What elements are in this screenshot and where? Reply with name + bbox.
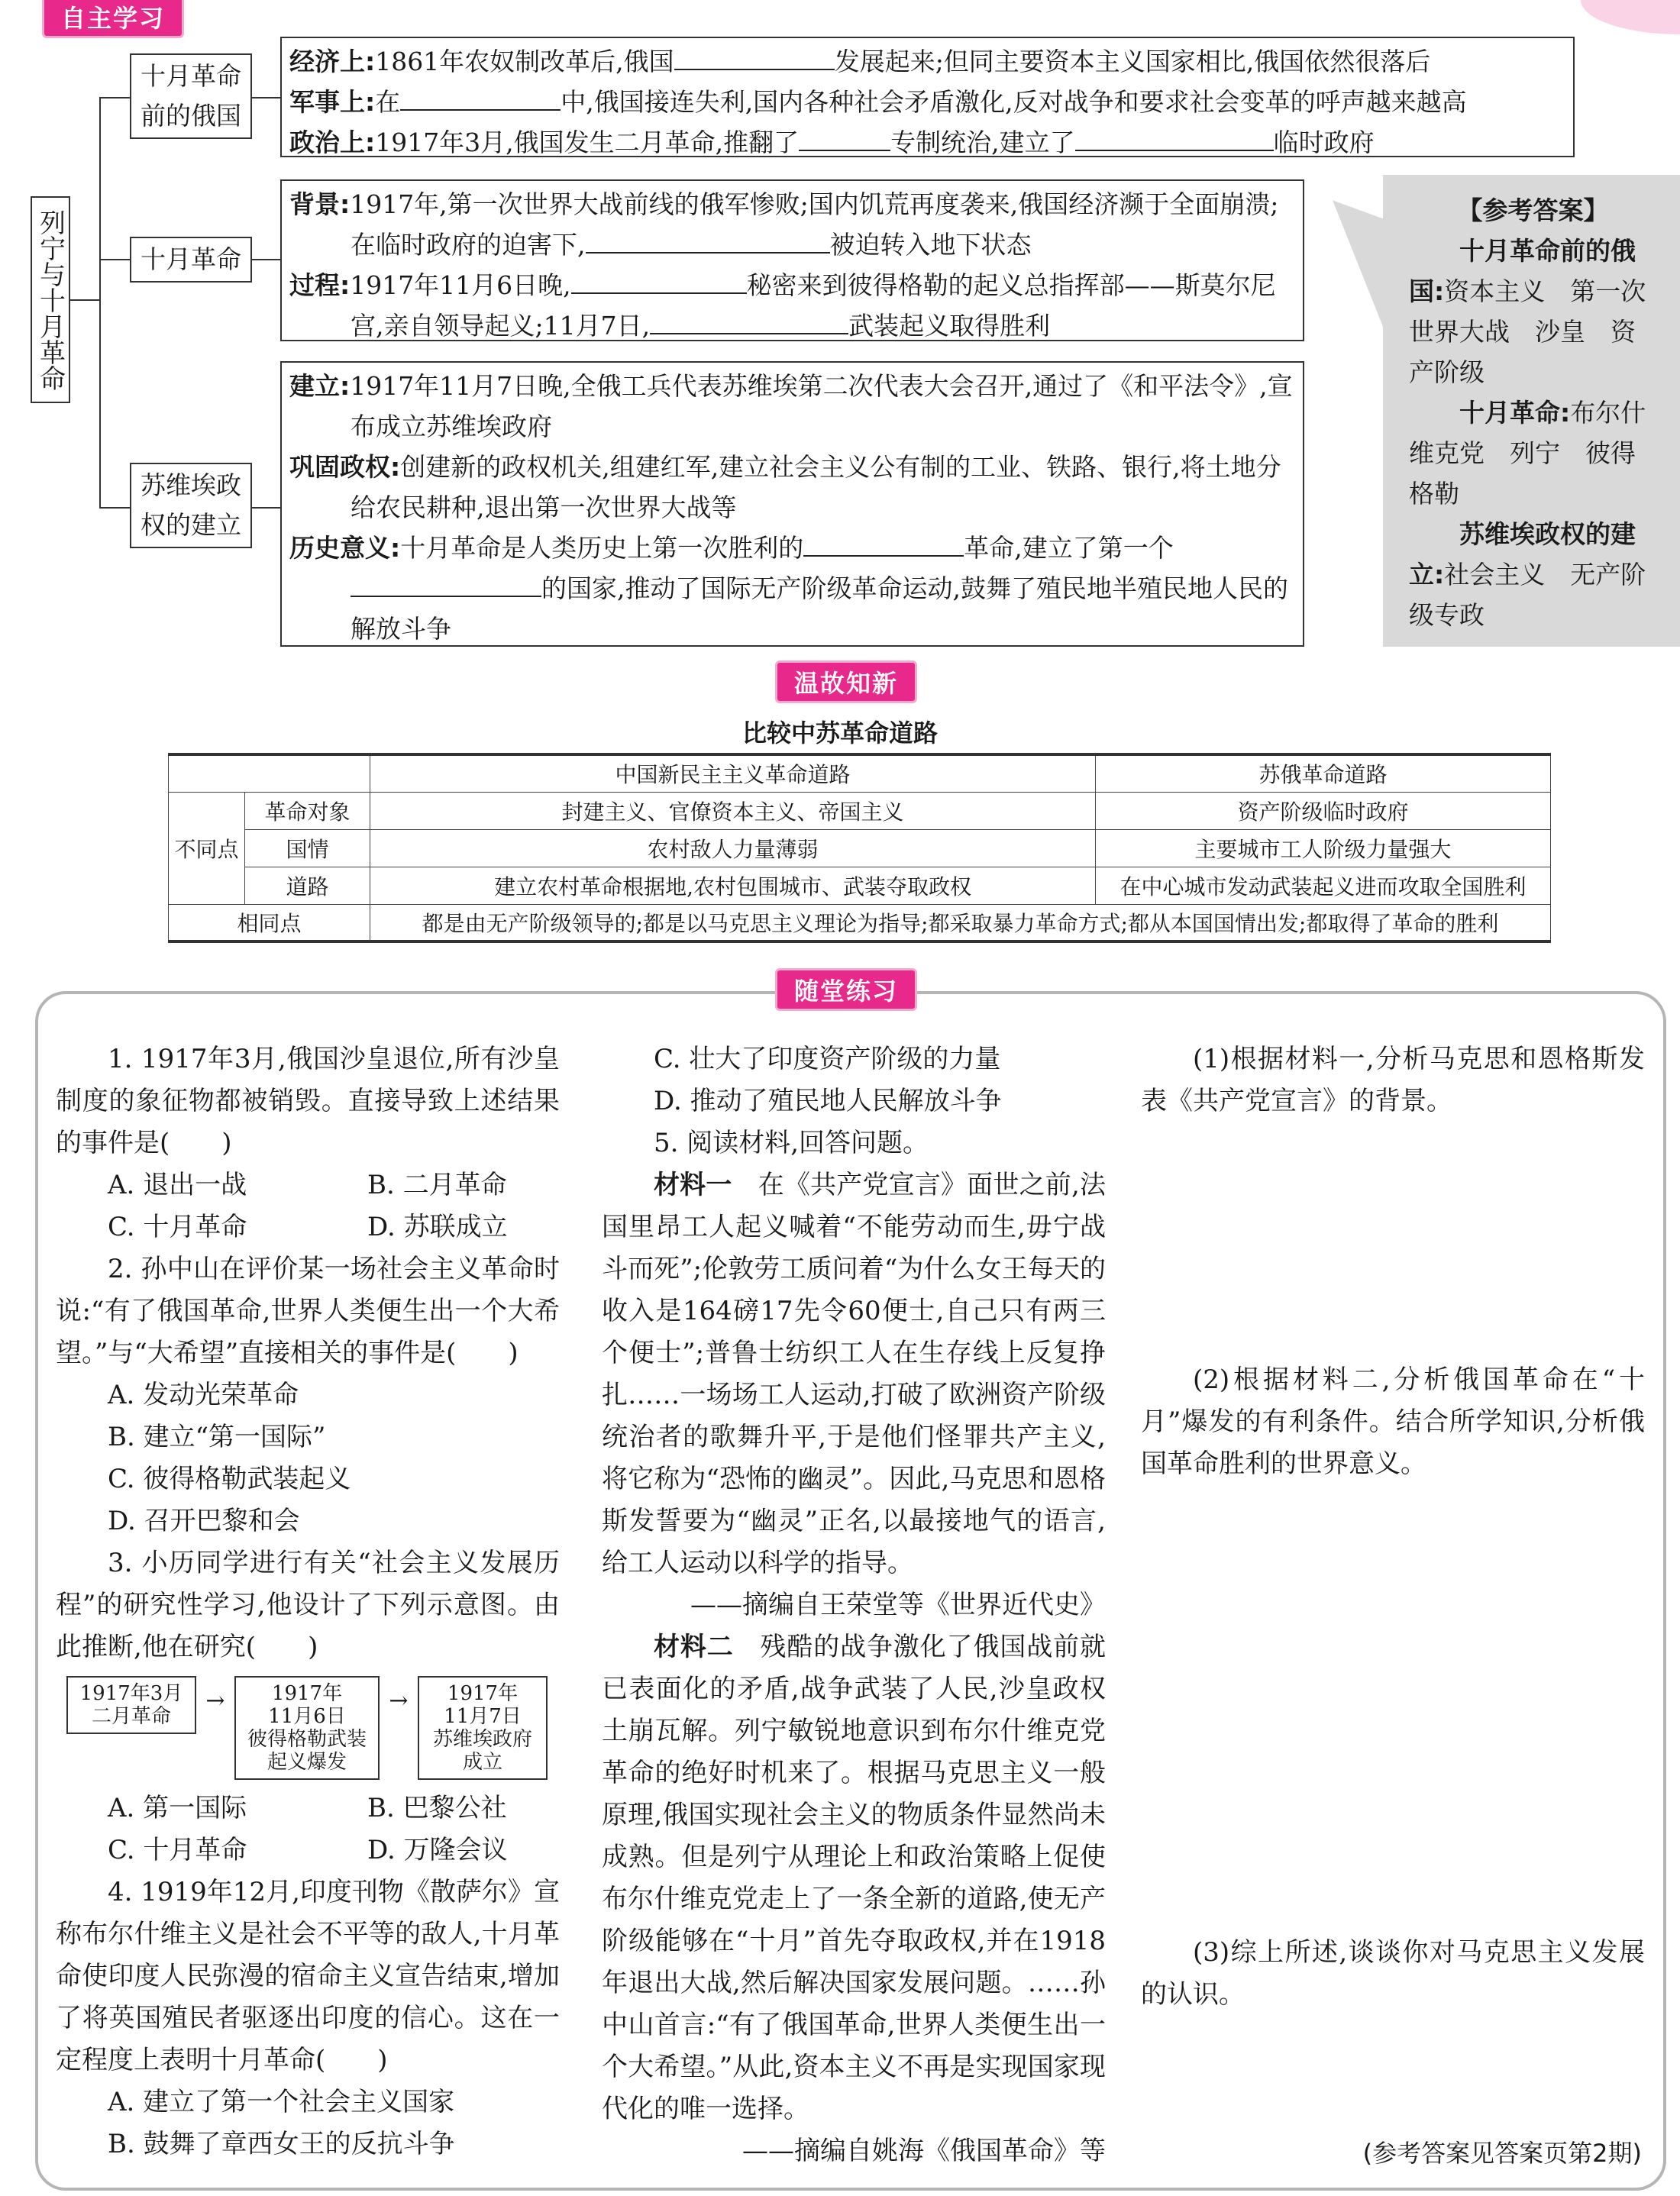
flow-text: 彼得格勒武装 bbox=[247, 1728, 367, 1751]
item-text: 被迫转入地下状态 bbox=[829, 230, 1032, 260]
group-label: 不同点 bbox=[169, 792, 245, 904]
material-text: 在《共产党宣言》面世之前,法国里昂工人起义喊着“不能劳动而生,毋宁战斗而死”;伦敦劳工质问着“为什么女王每天的收入是164磅17先令60便士,自己只有两三个便士”;普鲁士纺织工人在生存线上反复挣扎……一场场工人运动,打破了欧洲资产阶级统治者的歌舞升平,于是他们怪罪共产主义,将它称为“恐怖的幽灵”。因此,马克思和恩格斯发誓要为“幽灵”正名,以最接地气的语言,给工人运动以科学的指导。 bbox=[602, 1170, 1106, 1578]
option[interactable]: C. 十月革命 bbox=[108, 1835, 247, 1865]
answer-box bbox=[1383, 175, 1680, 647]
table-row bbox=[169, 867, 1551, 904]
footer-note: (参考答案见答案页第2期) bbox=[1362, 2139, 1642, 2168]
connector bbox=[99, 259, 130, 260]
banner-self-study: 自主学习 bbox=[42, 0, 184, 38]
option[interactable]: B. 建立“第一国际” bbox=[108, 1422, 326, 1452]
table-row bbox=[169, 792, 1551, 829]
item-key: 背景: bbox=[289, 189, 351, 219]
option[interactable]: A. 退出一战 bbox=[108, 1170, 247, 1200]
item-text: 1917年,第一次世界大战前线的俄军惨败;国内饥荒再度袭来,俄国经济濒于全面崩溃;在临时政府的迫害下, bbox=[350, 189, 1279, 260]
cell-russia: 主要城市工人阶级力量强大 bbox=[1096, 829, 1551, 867]
material-text: 残酷的战争激化了俄国战前就已表面化的矛盾,战争武装了人民,沙皇政权土崩瓦解。列宁敏锐地意识到布尔什维克党革命的绝好时机来了。根据马克思主义一般原理,俄国实现社会主义的物质条件显然尚未成熟。但是列宁从理论上和政治策略上促使布尔什维克党走上了一条全新的道路,使无产阶级能够在“十月”首先夺取政权,并在1918年退出大战,然后解决国家发展问题。……孙中山首言:“有了俄国革命,世界人类便生出一个大希望。”从此,资本主义不再是实现国家现代化的唯一选择。 bbox=[602, 1632, 1106, 2124]
option[interactable]: C. 十月革命 bbox=[108, 1212, 247, 1242]
options-row bbox=[56, 1206, 560, 1248]
material-source: ——摘编自姚海《俄国革命》等 bbox=[742, 2136, 1106, 2166]
mindmap-root: 列宁与十月革命 bbox=[31, 196, 70, 403]
material-1 bbox=[602, 1164, 1106, 1584]
option[interactable]: B. 二月革命 bbox=[367, 1170, 507, 1200]
material-label: 材料二 bbox=[654, 1632, 734, 1662]
option[interactable]: D. 苏联成立 bbox=[367, 1212, 508, 1242]
connector bbox=[252, 507, 280, 509]
answer-text: 资本主义 第一次世界大战 沙皇 资产阶级 bbox=[1409, 276, 1646, 387]
fill-blank[interactable] bbox=[586, 231, 830, 254]
table-title: 比较中苏革命道路 bbox=[741, 719, 938, 748]
flow-text: 1917年3月 bbox=[79, 1682, 183, 1705]
option[interactable]: B. 巴黎公社 bbox=[367, 1793, 507, 1823]
item-text: 1917年3月,俄国发生二月革命,推翻了 bbox=[375, 128, 800, 157]
fill-blank[interactable] bbox=[571, 271, 747, 294]
flow-text: 1917年 bbox=[271, 1682, 343, 1705]
banner-practice: 随堂练习 bbox=[775, 968, 917, 1011]
header-china: 中国新民主主义革命道路 bbox=[370, 754, 1096, 792]
item-text: 的国家,推动了国际无产阶级革命运动,鼓舞了殖民地半殖民地人民的解放斗争 bbox=[351, 573, 1288, 644]
flow-text: 起义爆发 bbox=[267, 1751, 347, 1774]
fill-blank[interactable] bbox=[1075, 128, 1274, 151]
flow-text: 1917年 bbox=[447, 1682, 519, 1705]
flow-text: 成立 bbox=[462, 1751, 502, 1774]
sub-question: (2)根据材料二,分析俄国革命在“十月”爆发的有利条件。结合所学知识,分析俄国革命胜利的世界意义。 bbox=[1141, 1364, 1645, 1479]
item-key: 历史意义: bbox=[289, 533, 401, 563]
item-text: 1917年11月7日晚,全俄工兵代表苏维埃第二次代表大会召开,通过了《和平法令》,宣布成立苏维埃政府 bbox=[350, 371, 1293, 441]
table-row bbox=[169, 904, 1551, 941]
column-1 bbox=[56, 1038, 560, 2165]
column-2 bbox=[602, 1038, 1106, 2172]
decorative-circle bbox=[1581, 0, 1680, 34]
section-content-soviet bbox=[280, 361, 1304, 647]
connector bbox=[99, 97, 101, 507]
arrow-right-icon: → bbox=[389, 1687, 409, 1714]
table-corner bbox=[169, 754, 370, 792]
row-label: 革命对象 bbox=[245, 792, 370, 829]
material-source: ——摘编自王荣堂等《世界近代史》 bbox=[690, 1590, 1106, 1620]
options-row bbox=[56, 1829, 560, 1871]
question-1: 1. 1917年3月,俄国沙皇退位,所有沙皇制度的象征物都被销毁。直接导致上述结果的事件是( ) bbox=[56, 1044, 560, 1158]
sub-question: (3)综上所述,谈谈你对马克思主义发展的认识。 bbox=[1141, 1937, 1645, 2010]
question-3: 3. 小历同学进行有关“社会主义发展历程”的研究性学习,他设计了下列示意图。由此推断,他在研究( ) bbox=[56, 1548, 560, 1662]
option[interactable]: D. 万隆会议 bbox=[367, 1835, 508, 1865]
item-text: 临时政府 bbox=[1273, 128, 1375, 157]
flow-text: 11月7日 bbox=[444, 1705, 522, 1728]
option[interactable]: D. 召开巴黎和会 bbox=[108, 1506, 300, 1536]
fill-blank[interactable] bbox=[400, 88, 561, 111]
option[interactable]: D. 推动了殖民地人民解放斗争 bbox=[654, 1086, 1002, 1116]
connector bbox=[70, 299, 101, 301]
item-key: 建立: bbox=[289, 371, 351, 401]
item-text: 1861年农奴制改革后,俄国 bbox=[375, 47, 674, 76]
item-text: 十月革命是人类历史上第一次胜利的 bbox=[400, 533, 804, 563]
material-2 bbox=[602, 1626, 1106, 2130]
question-4: 4. 1919年12月,印度刊物《散萨尔》宣称布尔什维主义是社会不平等的敌人,十月革命使印度人民弥漫的宿命主义宣告结束,增加了将英国殖民者驱逐出印度的信心。这在一定程度上表明十月革命( ) bbox=[56, 1877, 560, 2075]
item-key: 政治上: bbox=[289, 128, 376, 157]
answer-text: 布尔什维克党 列宁 彼得格勒 bbox=[1409, 398, 1646, 509]
flow-text: 11月6日 bbox=[268, 1705, 346, 1728]
item-text: 中,俄国接连失利,国内各种社会矛盾激化,反对战争和要求社会变革的呼声越来越高 bbox=[561, 87, 1467, 117]
flow-step bbox=[234, 1676, 380, 1780]
item-text: 革命,建立了第一个 bbox=[964, 533, 1174, 563]
row-label: 道路 bbox=[245, 867, 370, 904]
speech-pointer bbox=[1333, 200, 1386, 334]
option[interactable]: B. 鼓舞了章西女王的反抗斗争 bbox=[108, 2129, 455, 2159]
section-label-soviet: 苏维埃政权的建立 bbox=[130, 463, 252, 548]
item-key: 军事上: bbox=[289, 87, 376, 117]
arrow-right-icon: → bbox=[205, 1687, 225, 1714]
item-text: 创建新的政权机关,组建红军,建立社会主义公有制的工业、铁路、银行,将土地分给农民耕种,退出第一次世界大战等 bbox=[351, 452, 1281, 522]
item-key: 经济上: bbox=[289, 47, 376, 76]
answer-text: 社会主义 无产阶级专政 bbox=[1409, 560, 1646, 630]
section-content-before bbox=[280, 37, 1575, 157]
options-row bbox=[56, 1164, 560, 1206]
same-cell: 都是由无产阶级领导的;都是以马克思主义理论为指导;都采取暴力革命方式;都从本国国情出发;都取得了革命的胜利 bbox=[370, 904, 1551, 941]
banner-review: 温故知新 bbox=[775, 660, 917, 703]
header-russia: 苏俄革命道路 bbox=[1096, 754, 1551, 792]
answer-key: 苏维埃政权的建立: bbox=[1409, 519, 1636, 589]
option[interactable]: C. 壮大了印度资产阶级的力量 bbox=[654, 1044, 1001, 1074]
connector bbox=[252, 97, 280, 98]
section-label-before: 十月革命前的俄国 bbox=[130, 53, 252, 139]
option[interactable]: A. 建立了第一个社会主义国家 bbox=[108, 2087, 455, 2117]
fill-blank[interactable] bbox=[799, 128, 890, 151]
column-3 bbox=[1141, 1038, 1645, 2016]
flow-step bbox=[418, 1676, 548, 1780]
material-label: 材料一 bbox=[654, 1170, 732, 1200]
options-row bbox=[56, 1787, 560, 1829]
answer-key: 十月革命前的俄国: bbox=[1409, 236, 1636, 306]
item-text: 秘密来到彼得格勒的起义总指挥部——斯莫尔尼宫,亲自领导起义;11月7日, bbox=[351, 270, 1276, 341]
answer-key: 十月革命: bbox=[1459, 398, 1571, 428]
table-row bbox=[169, 829, 1551, 867]
fill-blank[interactable] bbox=[674, 47, 835, 70]
option[interactable]: A. 第一国际 bbox=[108, 1793, 247, 1823]
cell-china: 建立农村革命根据地,农村包围城市、武装夺取政权 bbox=[370, 867, 1096, 904]
section-content-october bbox=[280, 179, 1304, 341]
flow-text: 苏维埃政府 bbox=[432, 1728, 532, 1751]
option[interactable]: A. 发动光荣革命 bbox=[108, 1380, 299, 1410]
table-header-row bbox=[169, 754, 1551, 792]
comparison-table bbox=[168, 753, 1551, 943]
flow-text: 二月革命 bbox=[91, 1705, 171, 1728]
item-text: 在 bbox=[375, 87, 401, 117]
flow-step bbox=[66, 1676, 196, 1734]
cell-china: 农村敌人力量薄弱 bbox=[370, 829, 1096, 867]
item-text: 发展起来;但同主要资本主义国家相比,俄国依然很落后 bbox=[834, 47, 1431, 76]
fill-blank[interactable] bbox=[650, 312, 848, 334]
flow-diagram bbox=[66, 1676, 560, 1780]
connector bbox=[252, 259, 280, 260]
item-text: 1917年11月6日晚, bbox=[350, 270, 571, 300]
same-label: 相同点 bbox=[169, 904, 370, 941]
row-label: 国情 bbox=[245, 829, 370, 867]
connector bbox=[99, 507, 130, 509]
item-key: 巩固政权: bbox=[289, 452, 401, 482]
question-5: 5. 阅读材料,回答问题。 bbox=[654, 1128, 929, 1158]
item-text: 专制统治,建立了 bbox=[890, 128, 1075, 157]
item-key: 过程: bbox=[289, 270, 351, 300]
cell-russia: 资产阶级临时政府 bbox=[1096, 792, 1551, 829]
cell-china: 封建主义、官僚资本主义、帝国主义 bbox=[370, 792, 1096, 829]
item-text: 武装起义取得胜利 bbox=[848, 311, 1051, 341]
connector bbox=[99, 97, 130, 98]
sub-question: (1)根据材料一,分析马克思和恩格斯发表《共产党宣言》的背景。 bbox=[1141, 1044, 1645, 1116]
section-label-october: 十月革命 bbox=[130, 237, 252, 283]
answer-title: 【参考答案】 bbox=[1457, 195, 1609, 225]
fill-blank[interactable] bbox=[803, 534, 964, 557]
cell-russia: 在中心城市发动武装起义进而攻取全国胜利 bbox=[1096, 867, 1551, 904]
question-2: 2. 孙中山在评价某一场社会主义革命时说:“有了俄国革命,世界人类便生出一个大希望。”与“大希望”直接相关的事件是( ) bbox=[56, 1254, 560, 1368]
option[interactable]: C. 彼得格勒武装起义 bbox=[108, 1464, 351, 1494]
fill-blank[interactable] bbox=[351, 574, 541, 597]
